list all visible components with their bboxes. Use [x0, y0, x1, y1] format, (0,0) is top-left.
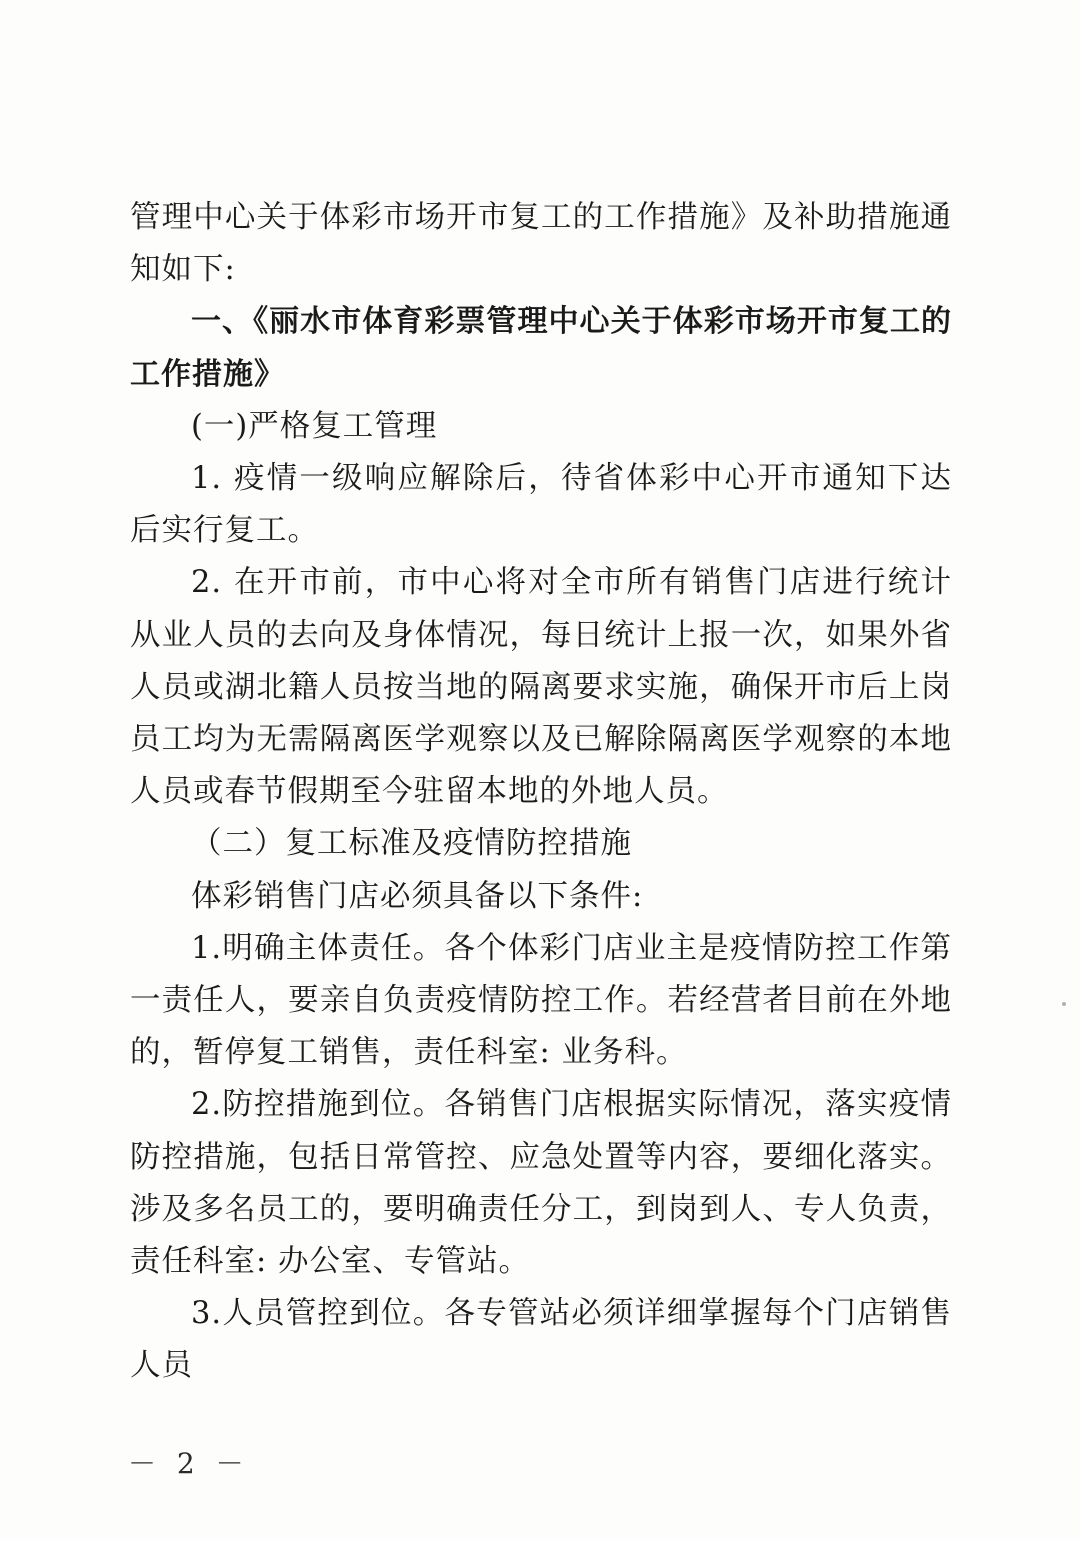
- section-heading-1: 一、《丽水市体育彩票管理中心关于体彩市场开市复工的工作措施》: [130, 304, 952, 392]
- paragraph-item-2-2: 2.防控措施到位。各销售门店根据实际情况，落实疫情防控措施，包括日常管控、应急处置等内容，要细化落实。涉及多名员工的，要明确责任分工，到岗到人、专人负责，责任科室: 办公室、专管站。: [130, 1087, 952, 1280]
- scan-speck: [1062, 1002, 1066, 1006]
- subsection-heading-1: (一)严格复工管理: [191, 408, 438, 444]
- subsection-heading-2: （二）复工标准及疫情防控措施: [191, 826, 632, 862]
- paragraph-item-1-2: 2. 在开市前，市中心将对全市所有销售门店进行统计从业人员的去向及身体情况，每日统计上报一次，如果外省人员或湖北籍人员按当地的隔离要求实施，确保开市后上岗员工均为无需隔离医学观察以及已解除隔离医学观察的本地人员或春节假期至今驻留本地的外地人员。: [130, 565, 952, 810]
- paragraph-item-2-1: 1.明确主体责任。各个体彩门店业主是疫情防控工作第一责任人，要亲自负责疫情防控工作。若经营者目前在外地的，暂停复工销售，责任科室: 业务科。: [130, 930, 952, 1071]
- paragraph-intro: 管理中心关于体彩市场开市复工的工作措施》及补助措施通知如下:: [130, 200, 952, 288]
- paragraph-item-2-3: 3.人员管控到位。各专管站必须详细掌握每个门店销售人员: [130, 1296, 952, 1384]
- document-body: [130, 192, 952, 1393]
- paragraph-item-1-1: 1. 疫情一级响应解除后，待省体彩中心开市通知下达后实行复工。: [130, 461, 952, 549]
- paragraph-conditions: 体彩销售门店必须具备以下条件:: [191, 878, 644, 914]
- page-number: － 2 －: [128, 1447, 250, 1480]
